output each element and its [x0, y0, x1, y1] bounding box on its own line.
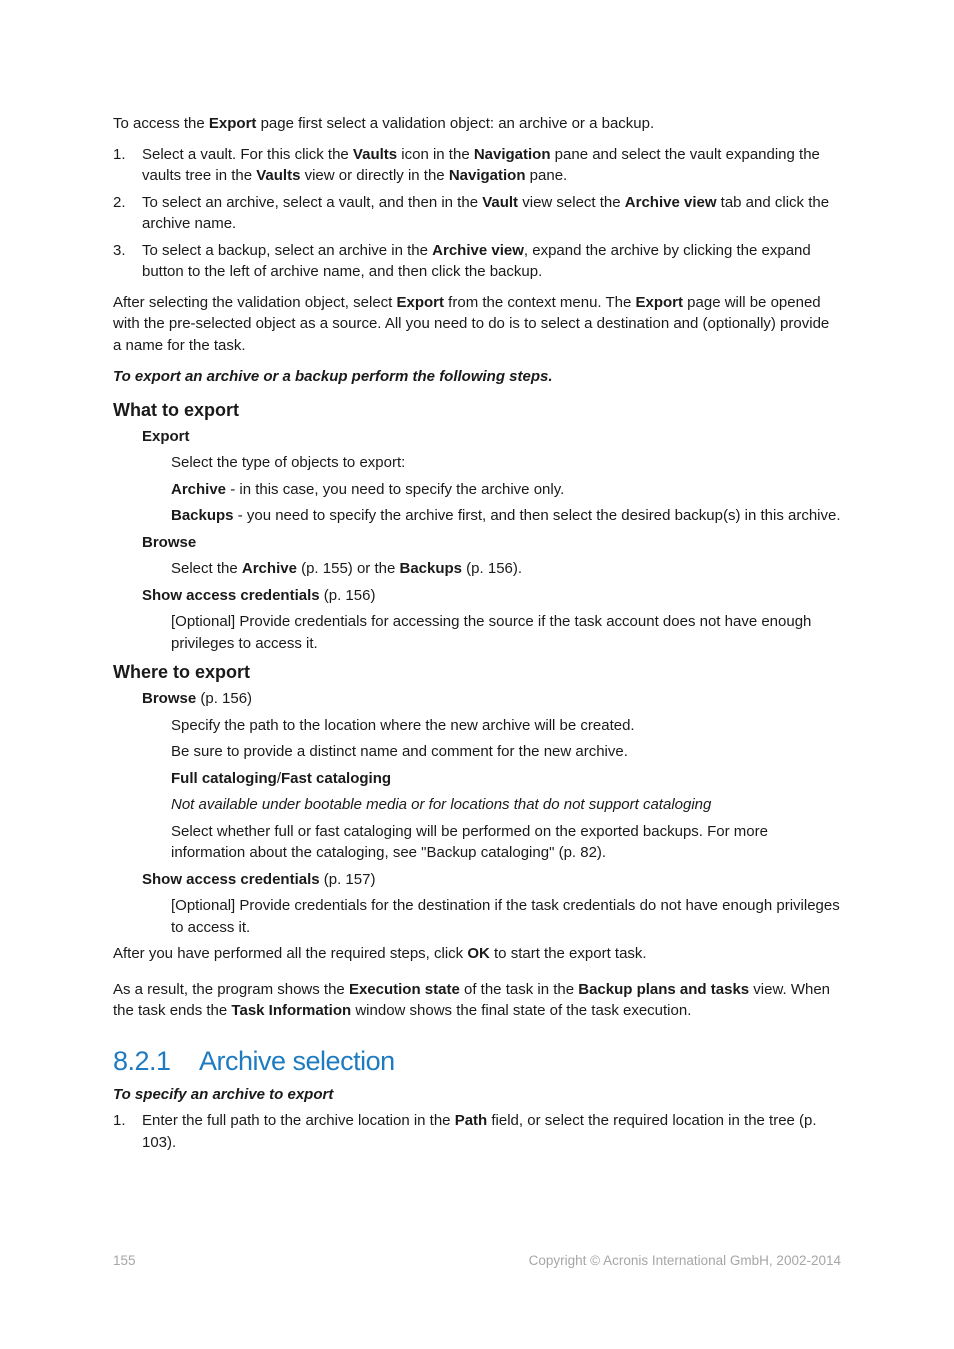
document-page: [113, 113, 841, 1162]
destination-line-2: Be sure to provide a distinct name and comment for the new archive.: [171, 743, 628, 760]
destination-line-1: Specify the path to the location where the new archive will be created.: [171, 716, 635, 734]
page-number: 155: [113, 1253, 136, 1268]
list-item: 2. To select an archive, select a vault, and then in the Vault view select the Archive view tab and click the archive name.: [113, 193, 830, 232]
source-credentials-description: [Optional] Provide credentials for accessing the source if the task account does not have enough privileges to access it.: [171, 613, 812, 652]
section-number: 8.2.1: [113, 1045, 171, 1076]
copyright-notice: Copyright © Acronis International GmbH, 2002-2014: [528, 1253, 841, 1268]
access-steps-list: [113, 144, 841, 283]
after-select-paragraph: After selecting the validation object, select Export from the context menu. The Export page will be opened with the pre-selected object as a source. All you need to do is to select a destination and (optionally) provide a name for the task.: [113, 293, 830, 354]
where-to-export-heading: Where to export: [113, 662, 251, 682]
procedure-title: To export an archive or a backup perform the following steps.: [113, 368, 553, 385]
browse-description: Select the Archive (p. 155) or the Backups (p. 156).: [171, 560, 523, 577]
section-steps-list: [113, 1110, 841, 1153]
cataloging-label: Full cataloging/Fast cataloging: [171, 769, 392, 787]
list-item: 3. To select a backup, select an archive in the Archive view, expand the archive by clicking the expand button to the left of archive name, and then click the backup.: [113, 241, 811, 280]
what-to-export-heading: What to export: [113, 399, 239, 420]
after-steps-paragraph: After you have performed all the required steps, click OK to start the export task.: [113, 945, 647, 962]
intro-paragraph: To access the Export page first select a validation object: an archive or a backup.: [113, 115, 655, 132]
backups-option: Backups - you need to specify the archive first, and then select the desired backup(s) in this archive.: [171, 507, 841, 524]
export-label: Export: [142, 427, 190, 445]
archive-option: Archive - in this case, you need to specify the archive only.: [171, 480, 565, 498]
destination-browse-label: Browse (p. 156): [142, 690, 253, 707]
section-heading: [113, 1044, 841, 1078]
list-item: 1. Select a vault. For this click the Vaults icon in the Navigation pane and select the vault expanding the vaults tree in the Vaults view or directly in the Navigation pane.: [113, 145, 820, 184]
section-title: Archive selection: [199, 1045, 395, 1076]
browse-label: Browse: [142, 533, 197, 551]
export-description: Select the type of objects to export:: [171, 454, 406, 471]
list-item: 1. Enter the full path to the archive location in the Path field, or select the required location in the tree (p. 103).: [113, 1112, 817, 1151]
destination-credentials-label: Show access credentials (p. 157): [142, 870, 376, 888]
result-paragraph: As a result, the program shows the Execution state of the task in the Backup plans and tasks view. When the task ends the Task Information window shows the final state of the task execution.: [113, 980, 831, 1019]
cataloging-description: Select whether full or fast cataloging will be performed on the exported backups. For more information about the cataloging, see "Backup cataloging" (p. 82).: [171, 822, 768, 861]
destination-credentials-description: [Optional] Provide credentials for the destination if the task credentials do not have enough privileges to access it.: [171, 897, 840, 936]
section-procedure-title: To specify an archive to export: [113, 1085, 334, 1103]
cataloging-note: Not available under bootable media or for locations that do not support cataloging: [171, 796, 712, 813]
source-credentials-label: Show access credentials (p. 156): [142, 586, 376, 604]
